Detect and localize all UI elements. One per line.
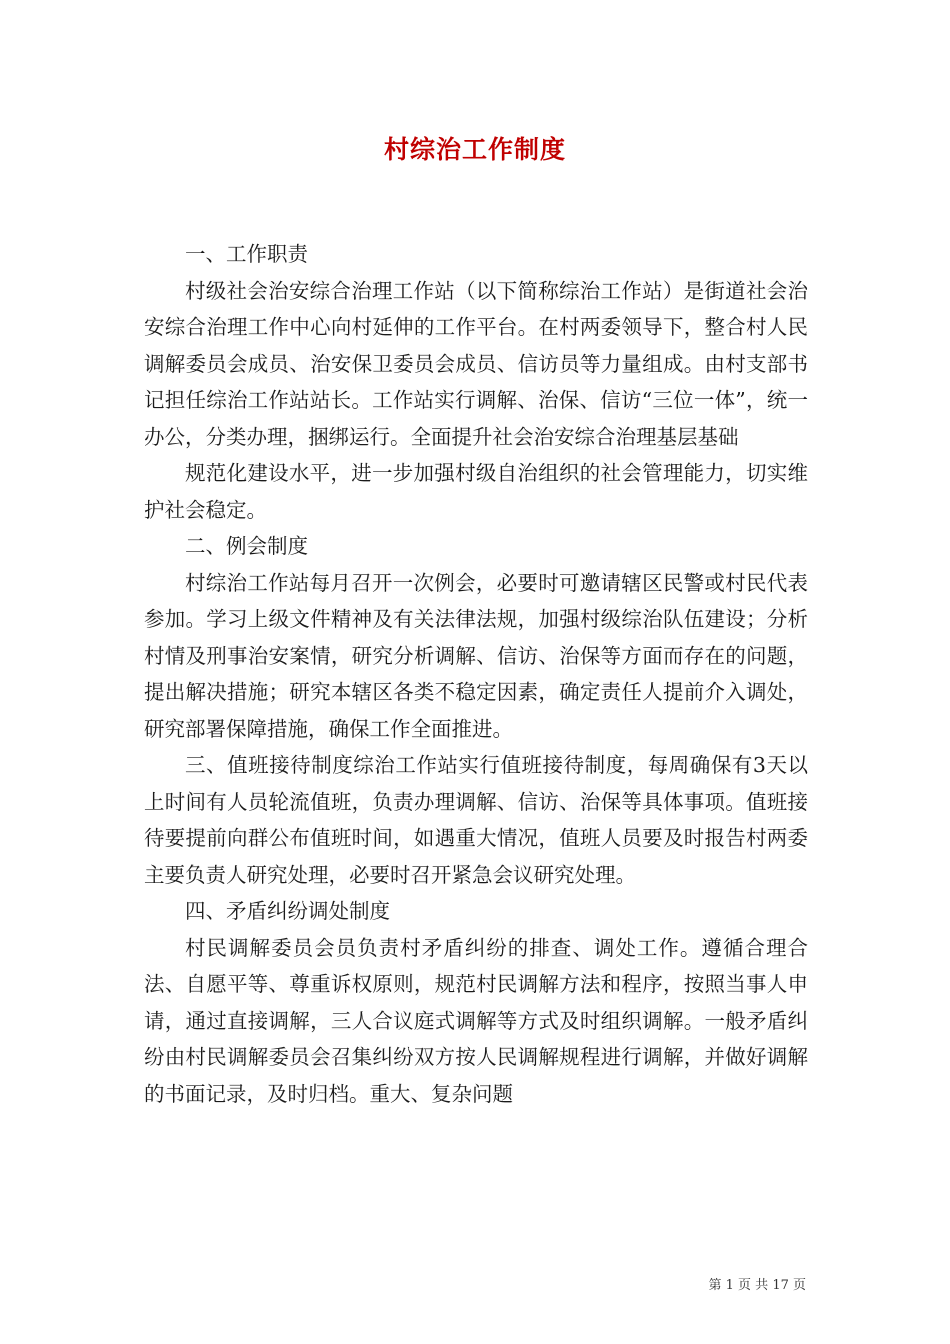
section-heading-disputes: 四、矛盾纠纷调处制度 [185, 899, 390, 923]
section-heading-meetings: 二、例会制度 [185, 534, 308, 558]
section-heading-duties: 一、工作职责 [185, 242, 308, 266]
paragraph: 三、值班接待制度综治工作站实行值班接待制度，每周确保有3天以上时间有人员轮流值班，负责办理调解、信访、治保等具体事项。值班接待要提前向群公布值班时间，如遇重大情况，值班人员要及时报告村两委主要负责人研究处理，必要时召开紧急会议研究处理。 [144, 753, 808, 887]
paragraph: 村综治工作站每月召开一次例会，必要时可邀请辖区民警或村民代表参加。学习上级文件精神及有关法律法规，加强村级综治队伍建设；分析村情及刑事治安案情，研究分析调解、信访、治保等方面而存在的问题，提出解决措施；研究本辖区各类不稳定因素，确定责任人提前介入调处，研究部署保障措施，确保工作全面推进。 [144, 570, 808, 741]
page-number: 第 1 页 共 17 页 [708, 1278, 806, 1293]
paragraph: 村民调解委员会员负责村矛盾纠纷的排查、调处工作。遵循合理合法、自愿平等、尊重诉权原则，规范村民调解方法和程序，按照当事人申请，通过直接调解，三人合议庭式调解等方式及时组织调解。一般矛盾纠纷由村民调解委员会召集纠纷双方按人民调解规程进行调解，并做好调解的书面记录，及时归档。重大、复杂问题 [144, 935, 808, 1106]
paragraph: 规范化建设水平，进一步加强村级自治组织的社会管理能力，切实维护社会稳定。 [144, 461, 808, 522]
paragraph: 村级社会治安综合治理工作站（以下简称综治工作站）是街道社会治安综合治理工作中心向村延伸的工作平台。在村两委领导下，整合村人民调解委员会成员、治安保卫委员会成员、信访员等力量组成。由村支部书记担任综治工作站站长。工作站实行调解、治保、信访“三位一体”，统一办公，分类办理，捆绑运行。全面提升社会治安综合治理基层基础 [144, 278, 808, 449]
document-title: 村综治工作制度 [383, 135, 566, 164]
document-body [144, 236, 808, 1112]
